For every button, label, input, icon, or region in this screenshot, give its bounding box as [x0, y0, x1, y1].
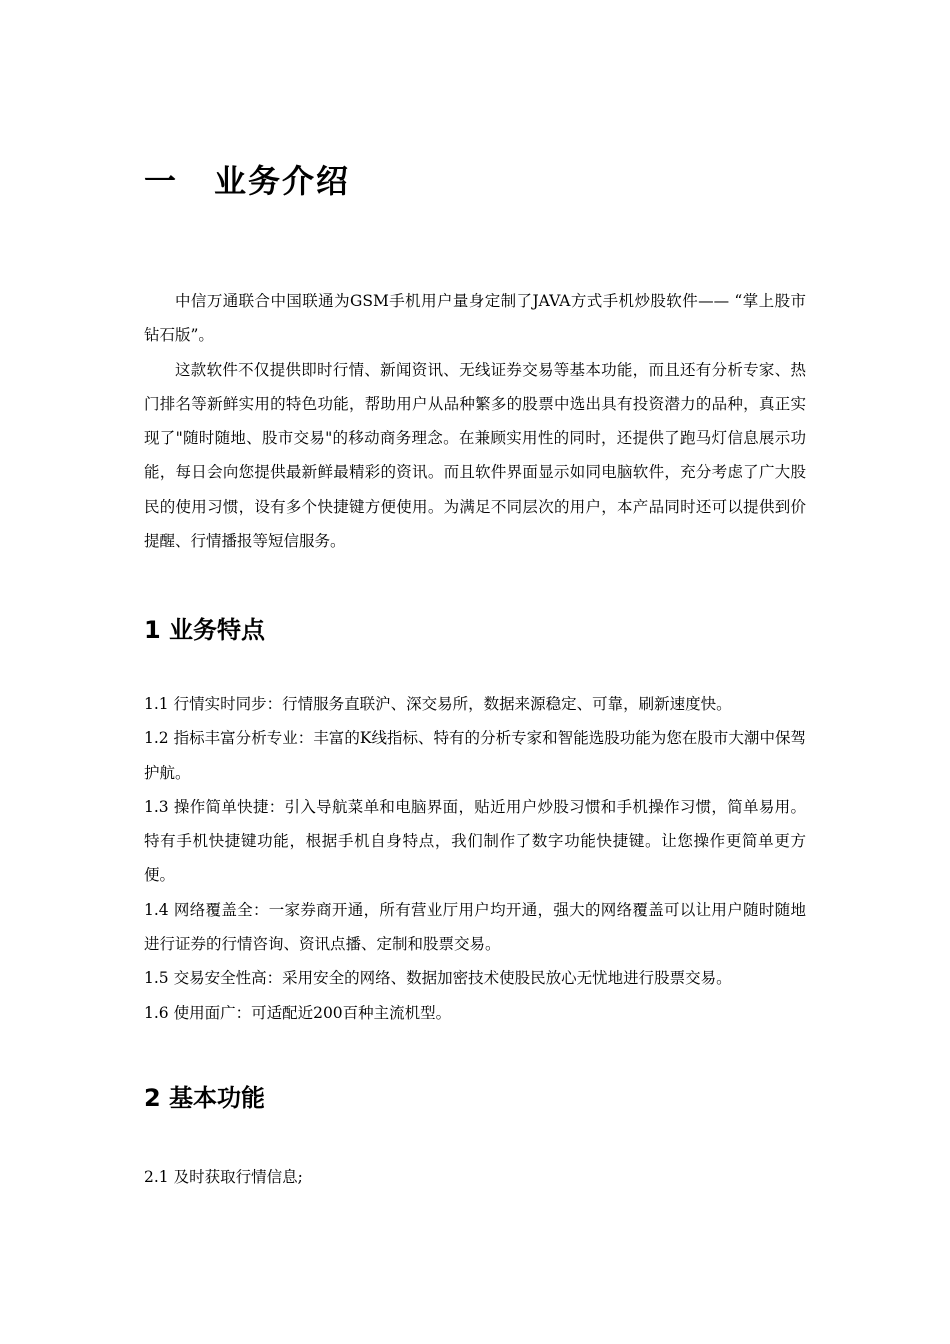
intro-paragraph: 中信万通联合中国联通为GSM手机用户量身定制了JAVA方式手机炒股软件—— “掌上股市钻石版”。	[144, 292, 806, 345]
list-item: 2.1 及时获取行情信息;	[144, 1168, 303, 1186]
section-heading-features: 1 业务特点	[144, 616, 266, 644]
list-item: 1.2 指标丰富分析专业：丰富的K线指标、特有的分析专家和智能选股功能为您在股市大潮中保驾护航。	[144, 729, 806, 782]
section-heading-functions: 2 基本功能	[144, 1084, 266, 1112]
list-item: 1.1 行情实时同步：行情服务直联沪、深交易所，数据来源稳定、可靠，刷新速度快。	[144, 695, 732, 713]
intro-section	[144, 284, 806, 558]
chapter-heading-text: 业务介绍	[214, 162, 351, 200]
list-item: 1.4 网络覆盖全：一家券商开通，所有营业厅用户均开通，强大的网络覆盖可以让用户随时随地进行证券的行情咨询、资讯点播、定制和股票交易。	[144, 900, 806, 954]
intro-paragraph: 这款软件不仅提供即时行情、新闻资讯、无线证券交易等基本功能，而且还有分析专家、热门排名等新鲜实用的特色功能，帮助用户从品种繁多的股票中选出具有投资潜力的品种，真正实现了"随时随地、股市交易"的移动商务理念。在兼顾实用性的同时，还提供了跑马灯信息展示功能，每日会向您提供最新鲜最精彩的资讯。而且软件界面显示如同电脑软件，充分考虑了广大股民的使用习惯，设有多个快捷键方便使用。为满足不同层次的用户，本产品同时还可以提供到价提醒、行情播报等短信服务。	[144, 360, 806, 551]
list-item: 1.3 操作简单快捷：引入导航菜单和电脑界面，贴近用户炒股习惯和手机操作习惯，简单易用。特有手机快捷键功能，根据手机自身特点，我们制作了数字功能快捷键。让您操作更简单更方便。	[144, 797, 806, 885]
feature-list	[144, 687, 806, 1030]
chapter-number: 一	[144, 162, 179, 200]
list-item: 1.6 使用面广：可适配近200百种主流机型。	[144, 1003, 452, 1022]
chapter-title	[144, 156, 350, 202]
function-list	[144, 1160, 806, 1194]
list-item: 1.5 交易安全性高：采用安全的网络、数据加密技术使股民放心无忧地进行股票交易。	[144, 969, 732, 988]
